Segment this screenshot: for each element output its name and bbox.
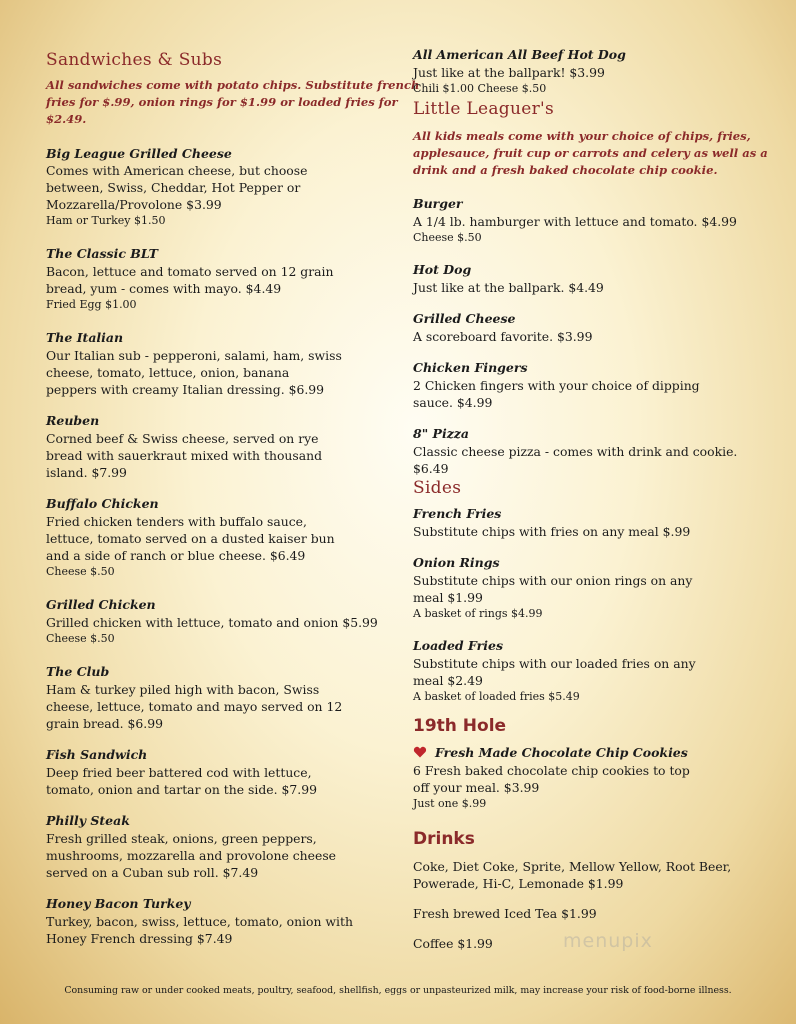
item-extra: Fried Egg $1.00 bbox=[46, 298, 137, 311]
item-desc: Corned beef & Swiss cheese, served on rye bbox=[46, 431, 319, 446]
item-desc: island. $7.99 bbox=[46, 465, 127, 480]
item-desc: Fresh grilled steak, onions, green peppers, bbox=[46, 831, 317, 846]
sandwiches-intro-2: fries for $.99, onion rings for $1.99 or loaded fries for bbox=[46, 95, 398, 109]
drinks-coffee: Coffee $1.99 bbox=[413, 936, 493, 951]
item-name: Grilled Cheese bbox=[413, 311, 516, 326]
item-extra: Cheese $.50 bbox=[46, 632, 115, 645]
item-desc: cheese, tomato, lettuce, onion, banana bbox=[46, 365, 290, 380]
item-desc: bread with sauerkraut mixed with thousand bbox=[46, 448, 323, 463]
item-desc: A 1/4 lb. hamburger with lettuce and tomato. $4.99 bbox=[413, 214, 737, 229]
item-desc: peppers with creamy Italian dressing. $6.99 bbox=[46, 382, 325, 397]
item-desc: A scoreboard favorite. $3.99 bbox=[413, 329, 593, 344]
item-desc: lettuce, tomato served on a dusted kaiser bun bbox=[46, 531, 335, 546]
cookies-desc: 6 Fresh baked chocolate chip cookies to top bbox=[413, 763, 690, 778]
item-desc: Mozzarella/Provolone $3.99 bbox=[46, 197, 222, 212]
drinks-list: Coke, Diet Coke, Sprite, Mellow Yellow, Root Beer, bbox=[413, 859, 732, 874]
sandwiches-title: Sandwiches & Subs bbox=[46, 50, 223, 70]
item-desc: Grilled chicken with lettuce, tomato and onion $5.99 bbox=[46, 615, 378, 630]
item-desc: served on a Cuban sub roll. $7.49 bbox=[46, 865, 259, 880]
item-name: Loaded Fries bbox=[413, 638, 503, 653]
item-desc: Bacon, lettuce and tomato served on 12 grain bbox=[46, 264, 334, 279]
drinks-list: Powerade, Hi-C, Lemonade $1.99 bbox=[413, 876, 624, 891]
item-desc: tomato, onion and tartar on the side. $7.99 bbox=[46, 782, 317, 797]
item-name: Hot Dog bbox=[413, 262, 472, 277]
item-name: 8" Pizza bbox=[413, 426, 470, 441]
item-name: Philly Steak bbox=[46, 813, 130, 828]
drinks-title: Drinks bbox=[413, 829, 475, 849]
item-desc: Our Italian sub - pepperoni, salami, ham, swiss bbox=[46, 348, 342, 363]
item-desc: and a side of ranch or blue cheese. $6.49 bbox=[46, 548, 306, 563]
item-desc: Substitute chips with fries on any meal $.99 bbox=[413, 524, 691, 539]
item-extra: Ham or Turkey $1.50 bbox=[46, 214, 166, 227]
item-desc: mushrooms, mozzarella and provolone cheese bbox=[46, 848, 337, 863]
item-desc: cheese, lettuce, tomato and mayo served on 12 bbox=[46, 699, 343, 714]
item-name: The Classic BLT bbox=[46, 246, 158, 261]
item-name: Buffalo Chicken bbox=[46, 496, 159, 511]
item-desc: sauce. $4.99 bbox=[413, 395, 493, 410]
item-name: French Fries bbox=[413, 506, 502, 521]
hotdog-desc: Just like at the ballpark! $3.99 bbox=[413, 65, 605, 80]
item-desc: 2 Chicken fingers with your choice of dipping bbox=[413, 378, 700, 393]
footer-disclaimer: Consuming raw or under cooked meats, poultry, seafood, shellfish, eggs or unpasteurized milk, may increase your risk of food-borne illness. bbox=[64, 985, 732, 996]
item-extra: Cheese $.50 bbox=[46, 565, 115, 578]
little-leaguers-title: Little Leaguer's bbox=[413, 99, 554, 119]
item-extra: Cheese $.50 bbox=[413, 231, 482, 244]
item-desc: Fried chicken tenders with buffalo sauce, bbox=[46, 514, 307, 529]
sides-title: Sides bbox=[413, 478, 462, 498]
item-desc: $6.49 bbox=[413, 461, 449, 476]
drinks-tea: Fresh brewed Iced Tea $1.99 bbox=[413, 906, 597, 921]
item-name: Onion Rings bbox=[413, 555, 500, 570]
item-name: Grilled Chicken bbox=[46, 597, 156, 612]
item-name: Burger bbox=[413, 196, 463, 211]
item-desc: Classic cheese pizza - comes with drink and cookie. bbox=[413, 444, 738, 459]
item-desc: meal $2.49 bbox=[413, 673, 483, 688]
item-desc: Ham & turkey piled high with bacon, Swiss bbox=[46, 682, 320, 697]
cookies-extra: Just one $.99 bbox=[413, 797, 487, 810]
item-desc: Substitute chips with our loaded fries on any bbox=[413, 656, 696, 671]
item-desc: Substitute chips with our onion rings on any bbox=[413, 573, 693, 588]
little-leaguers-intro-2: applesauce, fruit cup or carrots and celery as well as a bbox=[413, 146, 768, 160]
item-desc: Comes with American cheese, but choose bbox=[46, 163, 308, 178]
item-extra: A basket of rings $4.99 bbox=[413, 607, 543, 620]
item-desc: grain bread. $6.99 bbox=[46, 716, 163, 731]
item-name: Big League Grilled Cheese bbox=[46, 146, 232, 161]
hotdog-extra: Chili $1.00 Cheese $.50 bbox=[413, 82, 547, 95]
hotdog-name: All American All Beef Hot Dog bbox=[413, 47, 626, 62]
sandwiches-intro-1: All sandwiches come with potato chips. Substitute french bbox=[46, 78, 420, 92]
heart-icon bbox=[413, 746, 427, 758]
item-desc: bread, yum - comes with mayo. $4.49 bbox=[46, 281, 282, 296]
sandwiches-intro-3: $2.49. bbox=[46, 112, 87, 126]
item-desc: Deep fried beer battered cod with lettuce, bbox=[46, 765, 312, 780]
item-extra: A basket of loaded fries $5.49 bbox=[413, 690, 580, 703]
item-name: Chicken Fingers bbox=[413, 360, 528, 375]
nineteenth-hole-title: 19th Hole bbox=[413, 716, 507, 736]
item-desc: Honey French dressing $7.49 bbox=[46, 931, 233, 946]
little-leaguers-intro-1: All kids meals come with your choice of chips, fries, bbox=[413, 129, 751, 143]
item-desc: Turkey, bacon, swiss, lettuce, tomato, onion with bbox=[46, 914, 353, 929]
item-name: The Club bbox=[46, 664, 110, 679]
item-desc: between, Swiss, Cheddar, Hot Pepper or bbox=[46, 180, 301, 195]
item-name: The Italian bbox=[46, 330, 124, 345]
little-leaguers-intro-3: drink and a fresh baked chocolate chip cookie. bbox=[413, 163, 718, 177]
item-name: Honey Bacon Turkey bbox=[46, 896, 191, 911]
watermark: menupix bbox=[563, 930, 653, 952]
cookies-desc: off your meal. $3.99 bbox=[413, 780, 540, 795]
item-desc: meal $1.99 bbox=[413, 590, 483, 605]
item-name: Fish Sandwich bbox=[46, 747, 148, 762]
item-name: Reuben bbox=[46, 413, 100, 428]
item-desc: Just like at the ballpark. $4.49 bbox=[413, 280, 604, 295]
cookies-name: Fresh Made Chocolate Chip Cookies bbox=[435, 745, 688, 760]
